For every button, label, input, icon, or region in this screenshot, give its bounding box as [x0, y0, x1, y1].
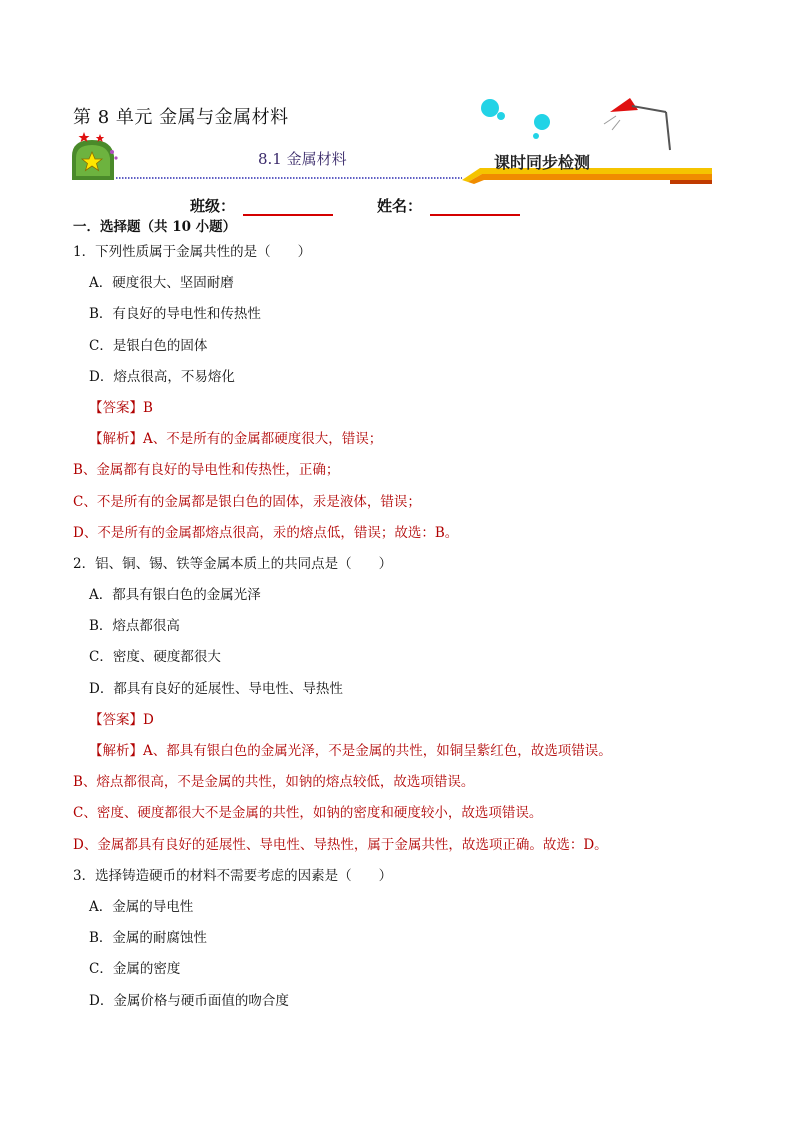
option: A．金属的导电性	[89, 898, 194, 915]
question-stem: 3．选择铸造硬币的材料不需要考虑的因素是（ ）	[73, 867, 393, 884]
option: A．都具有银白色的金属光泽	[89, 587, 261, 604]
lamp-decoration-icon	[470, 94, 710, 154]
option: C．密度、硬度都很大	[89, 649, 221, 666]
analysis-text: A、都具有银白色的金属光泽，不是金属的共性，如铜呈紫红色，故选项错误。	[143, 743, 612, 759]
question-stem: 1．下列性质属于金属共性的是（ ）	[73, 244, 312, 260]
answer-label: 【答案】	[89, 711, 143, 728]
sync-check-label: 课时同步检测	[494, 153, 591, 172]
name-label: 姓名：	[377, 197, 423, 215]
option: D．金属价格与硬币面值的吻合度	[89, 992, 289, 1009]
unit-title: 第 8 单元 金属与金属材料	[73, 107, 289, 128]
option: C．金属的密度	[89, 961, 181, 978]
option: C．是银白色的固体	[89, 337, 208, 354]
option: A．硬度很大、坚固耐磨	[89, 275, 234, 292]
class-name-row	[190, 195, 564, 216]
analysis-text: D、金属都具有良好的延展性、导电性、导热性，属于金属共性，故选项正确。故选：D。	[73, 836, 608, 853]
analysis-text: C、不是所有的金属都是银白色的固体，汞是液体，错误；	[73, 493, 421, 510]
question-content	[73, 217, 723, 1017]
analysis-text: B、金属都有良好的导电性和传热性，正确；	[73, 462, 340, 479]
class-blank[interactable]	[243, 198, 333, 216]
section-heading: 一．选择题（共 10 小题）	[73, 219, 237, 235]
star-badge-icon	[72, 132, 118, 180]
option: B．金属的耐腐蚀性	[89, 930, 207, 947]
question-stem: 2．铝、铜、锡、铁等金属本质上的共同点是（ ）	[73, 555, 393, 572]
option: B．有良好的导电性和传热性	[89, 306, 261, 323]
answer-line	[73, 393, 723, 424]
analysis-text: D、不是所有的金属都熔点很高，汞的熔点低，错误；故选：B。	[73, 524, 459, 541]
class-label: 班级：	[190, 197, 236, 215]
answer-value: B	[143, 399, 153, 416]
section-title: 8.1 金属材料	[258, 150, 347, 168]
answer-line	[73, 705, 723, 736]
analysis-text: A、不是所有的金属都硬度很大，错误；	[143, 431, 383, 448]
option: D．熔点很高，不易熔化	[89, 368, 235, 385]
answer-label: 【答案】	[89, 399, 143, 416]
analysis-text: B、熔点都很高，不是金属的共性，如钠的熔点较低，故选项错误。	[73, 774, 475, 791]
analysis-label: 【解析】	[89, 431, 143, 448]
analysis-line	[73, 424, 723, 455]
option: D．都具有良好的延展性、导电性、导热性	[89, 680, 343, 697]
option: B．熔点都很高	[89, 618, 180, 635]
name-blank[interactable]	[430, 198, 520, 216]
answer-value: D	[143, 711, 154, 728]
analysis-line	[73, 736, 723, 767]
analysis-text: C、密度、硬度都很大不是金属的共性，如钠的密度和硬度较小，故选项错误。	[73, 805, 543, 822]
analysis-label: 【解析】	[89, 743, 143, 759]
